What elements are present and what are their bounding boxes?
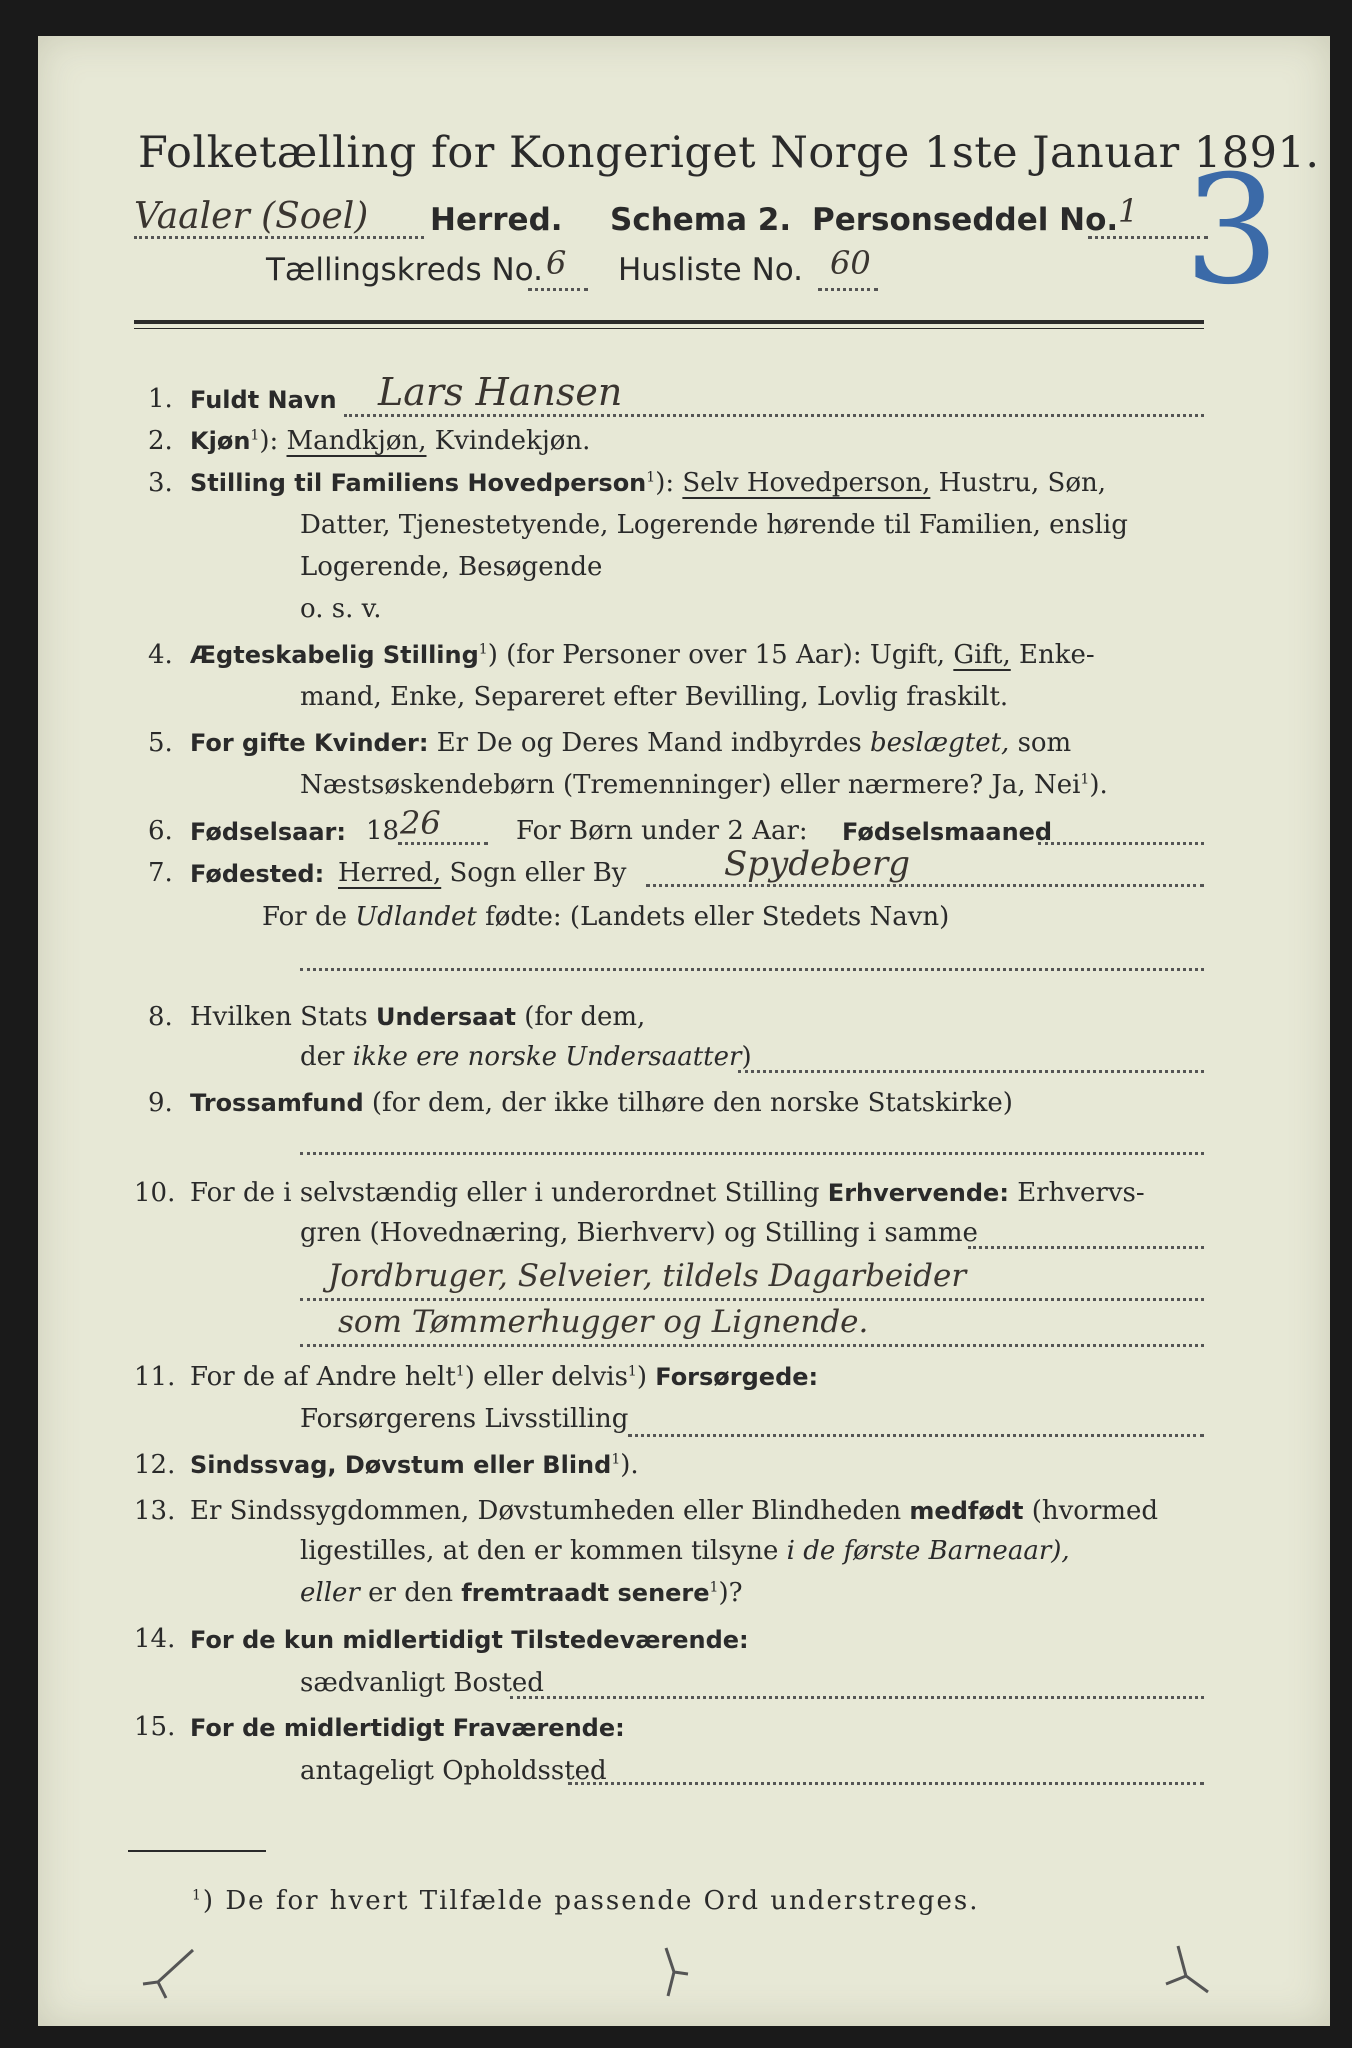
field-4-line1 (190, 640, 1095, 670)
field-3-line1 (190, 468, 1106, 498)
field-5-text-b: som (1017, 728, 1072, 758)
field-5-line2 (300, 770, 1108, 800)
field-8-text-b: (for dem, (524, 1002, 646, 1032)
footnote-sup: 1 (192, 1887, 203, 1904)
husliste-value: 60 (830, 244, 871, 282)
husliste-dots (818, 288, 878, 291)
field-7-option-selected: Herred, (338, 858, 442, 888)
field-10-line1 (190, 1178, 1145, 1208)
field-13-line3-label: fremtraadt senere (461, 1579, 710, 1607)
husliste-label: Husliste No. (618, 252, 804, 288)
header-rule-thin (134, 328, 1204, 329)
kreds-value: 6 (546, 244, 567, 282)
herred-dots (134, 236, 424, 239)
field-13-line3-sup: 1 (709, 1579, 719, 1596)
field-5-label-b: gifte Kvinder: (242, 729, 429, 757)
field-13-line2-italic: i de første Barneaar), (786, 1536, 1070, 1566)
field-10-dots-c (300, 1344, 1204, 1347)
field-2-line (190, 426, 590, 456)
field-7-dots-b (300, 968, 1204, 971)
field-5-line2-text: Næstsøskendebørn (Tremenninger) eller nærmere? Ja, Nei (300, 770, 1081, 800)
field-10-number: 10. (134, 1178, 176, 1208)
field-3-number: 3. (148, 468, 173, 498)
field-11-number: 11. (134, 1362, 176, 1392)
field-8-line2-b: ) (741, 1042, 752, 1072)
field-12-sup: 1 (611, 1451, 621, 1468)
field-4-number: 4. (148, 640, 173, 670)
field-5-sup: 1 (1080, 771, 1090, 788)
field-6-number: 6. (148, 816, 173, 846)
field-6-text: For Børn under 2 Aar: (516, 816, 808, 846)
field-8-line2-a: der (300, 1042, 345, 1072)
field-13-line3-end: )? (718, 1578, 743, 1608)
field-11-line2: Forsørgerens Livsstilling (300, 1404, 629, 1434)
field-5-text-italic: beslægtet, (869, 728, 1010, 758)
field-3-line1-rest: Hustru, Søn, (938, 468, 1107, 498)
field-6-dots-b (1038, 842, 1204, 845)
field-9-text: (for dem, der ikke tilhøre den norske Statskirke) (371, 1088, 1013, 1118)
field-13-line1 (190, 1496, 1158, 1526)
field-7-dots (646, 884, 1204, 887)
field-4-sup: 1 (478, 641, 488, 658)
field-7-line2-a: For de (262, 902, 347, 932)
field-2-sup: 1 (250, 427, 260, 444)
field-8-dots (738, 1070, 1204, 1073)
field-11-label: Forsørgede: (655, 1363, 819, 1391)
field-13-line2 (300, 1536, 1070, 1566)
personseddel-value: 1 (1118, 192, 1139, 230)
field-3-line2: Datter, Tjenestetyende, Logerende hørende til Familien, enslig (300, 510, 1128, 540)
field-13-line3-a: er den (368, 1578, 453, 1608)
field-9-number: 9. (148, 1088, 173, 1118)
field-11-text-b: ) eller delvis (464, 1362, 628, 1392)
field-1-value: Lars Hansen (378, 370, 623, 414)
field-8-line2 (300, 1042, 752, 1072)
field-3-sup: 1 (646, 469, 656, 486)
field-3-label: Stilling til Familiens Hovedperson (190, 469, 647, 497)
field-14-line2: sædvanligt Bosted (300, 1668, 544, 1698)
field-15-dots (568, 1782, 1204, 1785)
field-11-text: For de af Andre helt (190, 1362, 456, 1392)
field-8-text: Hvilken Stats (190, 1002, 368, 1032)
field-4-text: ) (for Personer over 15 Aar): Ugift, (487, 640, 946, 670)
personseddel-label: Personseddel No. (812, 202, 1119, 238)
field-1-label: Fuldt Navn (190, 386, 337, 414)
field-7-text: Sogn eller By (449, 858, 627, 888)
field-10-label: Erhvervende: (827, 1179, 1009, 1207)
field-13-label: medfødt (909, 1497, 1024, 1525)
kreds-label: Tællingskreds No. (266, 252, 543, 288)
field-1-dots (344, 414, 1204, 417)
field-15-line2: antageligt Opholdssted (300, 1756, 607, 1786)
field-12-line1 (190, 1450, 639, 1480)
field-4-line2: mand, Enke, Separeret efter Bevilling, Lovlig fraskilt. (300, 682, 1009, 712)
kreds-dots (528, 288, 588, 291)
field-14-label: For de kun midlertidigt Tilstedeværende: (190, 1626, 749, 1654)
field-6-value: 26 (400, 804, 441, 842)
corner-mark-right (1158, 1942, 1218, 2002)
field-10-dots-a (968, 1246, 1204, 1249)
field-11-text-c: ) (636, 1362, 647, 1392)
field-5-text: Er De og Deres Mand indbyrdes (436, 728, 862, 758)
field-8-line1 (190, 1002, 645, 1032)
field-3-line3: Logerende, Besøgende (300, 552, 603, 582)
field-7-label: Fødested: (190, 860, 325, 888)
field-9-label: Trossamfund (190, 1089, 364, 1117)
field-10-value-1: Jordbruger, Selveier, tildels Dagarbeider (328, 1258, 967, 1294)
field-9-dots (300, 1152, 1204, 1155)
field-8-label: Undersaat (375, 1003, 516, 1031)
field-13-line3 (300, 1578, 743, 1608)
field-10-text: For de i selvstændig eller i underordnet Stilling (190, 1178, 820, 1208)
field-14-dots (510, 1696, 1204, 1699)
field-13-number: 13. (134, 1496, 176, 1526)
field-7-number: 7. (148, 858, 173, 888)
field-4-option-selected: Gift, (953, 640, 1011, 670)
corner-mark-center (658, 1942, 708, 2002)
field-10-line2: gren (Hovednæring, Bierhverv) og Stilling i samme (300, 1218, 978, 1248)
field-10-dots-b (300, 1298, 1204, 1301)
field-13-text: Er Sindssygdommen, Døvstumheden eller Blindheden (190, 1496, 902, 1526)
field-4-text-b: Enke- (1019, 640, 1095, 670)
footnote-rule (128, 1850, 266, 1852)
field-7-value: Spydeberg (724, 844, 911, 884)
field-7-line1 (338, 858, 627, 888)
field-12-number: 12. (134, 1450, 176, 1480)
field-3-line4: o. s. v. (300, 594, 382, 624)
field-6-label: Fødselsaar: (190, 818, 346, 846)
field-4-label: Ægteskabelig Stilling (190, 641, 479, 669)
field-3-text: ): (655, 468, 675, 498)
field-7-line2-b: fødte: (Landets eller Stedets Navn) (485, 902, 950, 932)
field-5-label-a: For (190, 729, 234, 757)
field-11-dots (628, 1434, 1204, 1437)
field-3-option-selected: Selv Hovedperson, (682, 468, 931, 498)
field-7-line2-italic: Udlandet (355, 902, 477, 932)
corner-mark-left (138, 1942, 198, 2002)
form-title: Folketælling for Kongeriget Norge 1ste Januar 1891. (138, 128, 1320, 178)
field-2-option-selected: Mandkjøn, (286, 426, 427, 456)
field-9-line1 (190, 1088, 1013, 1118)
field-10-text-b: Erhvervs- (1017, 1178, 1145, 1208)
margin-number: 3 (1184, 144, 1280, 318)
field-8-line2-italic: ikke ere norske Undersaatter (352, 1042, 742, 1072)
field-5-line2-end: ). (1089, 770, 1108, 800)
herred-value: Vaaler (Soel) (134, 196, 369, 237)
field-13-line3-italic: eller (300, 1578, 360, 1608)
field-6-dots (398, 842, 488, 845)
herred-label: Herred. (430, 202, 563, 238)
field-8-number: 8. (148, 1002, 173, 1032)
field-2-option: Kvindekjøn. (434, 426, 591, 456)
field-11-line1 (190, 1362, 818, 1392)
field-15-label: For de midlertidigt Fraværende: (190, 1714, 625, 1742)
field-12-label: Sindssvag, Døvstum eller Blind (190, 1451, 612, 1479)
field-6-label-b: Fødselsmaaned (842, 818, 1053, 846)
field-2-text: ): (259, 426, 279, 456)
field-2-number: 2. (148, 426, 173, 456)
field-11-sup: 1 (455, 1363, 465, 1380)
field-10-value-2: som Tømmerhugger og Lignende. (338, 1304, 869, 1340)
header-rule (134, 320, 1204, 324)
schema-label: Schema 2. (610, 202, 792, 238)
field-12-text: ). (620, 1450, 639, 1480)
field-13-line2-a: ligestilles, at den er kommen tilsyne (300, 1536, 779, 1566)
field-15-number: 15. (134, 1712, 176, 1742)
field-13-text-b: (hvormed (1031, 1496, 1159, 1526)
field-1-number: 1. (148, 384, 173, 414)
census-form-sheet (38, 36, 1330, 2026)
field-14-number: 14. (134, 1624, 176, 1654)
field-5-line1 (190, 728, 1071, 758)
footnote-text: ) De for hvert Tilfælde passende Ord understreges. (202, 1886, 980, 1916)
field-6-prefix: 18 (366, 816, 400, 846)
field-11-sup-b: 1 (627, 1363, 637, 1380)
field-5-number: 5. (148, 728, 173, 758)
footnote (192, 1886, 980, 1916)
field-7-line2 (262, 902, 949, 932)
field-2-label: Kjøn (190, 427, 251, 455)
